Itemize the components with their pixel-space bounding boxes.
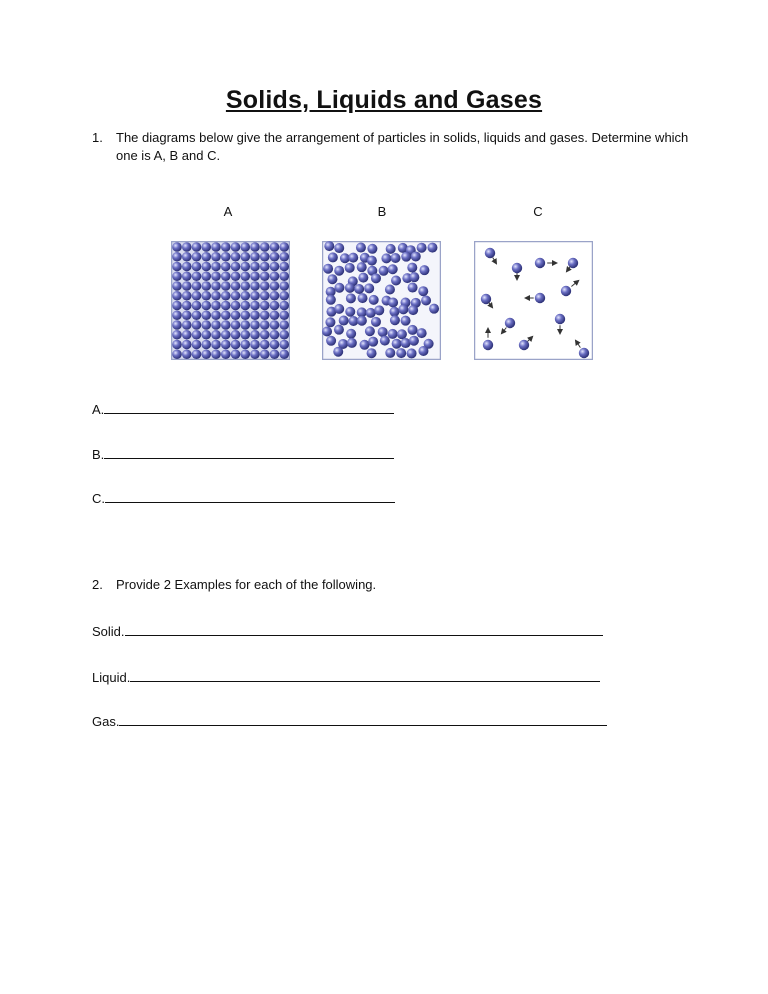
answer-c-prefix: C. [92, 491, 105, 506]
question-2 [92, 576, 692, 594]
particle [201, 301, 211, 311]
particle [409, 272, 419, 282]
particle [408, 305, 418, 315]
particle [182, 252, 192, 262]
particle [221, 291, 231, 301]
particle [192, 349, 202, 359]
particle [333, 347, 343, 357]
particle [396, 348, 406, 358]
particle [240, 330, 250, 340]
particle [260, 310, 270, 320]
particle [279, 291, 289, 301]
particle [172, 271, 182, 281]
particle [279, 310, 289, 320]
particle [172, 301, 182, 311]
particle [334, 283, 344, 293]
diagram-solid [171, 241, 290, 360]
particle [221, 262, 231, 272]
diagram-liquid-svg [322, 241, 441, 360]
particle [260, 301, 270, 311]
particle [172, 281, 182, 291]
particle [182, 310, 192, 320]
particle [401, 252, 411, 262]
answer-a-blank[interactable] [104, 400, 394, 414]
particle [367, 256, 377, 266]
diagram-solid-svg [171, 241, 290, 360]
particle [221, 252, 231, 262]
particle [211, 252, 221, 262]
particle [240, 349, 250, 359]
particle [270, 320, 280, 330]
particle [240, 301, 250, 311]
particle [561, 286, 571, 296]
particle [334, 266, 344, 276]
particle [379, 266, 389, 276]
particle [231, 242, 241, 252]
particle [339, 316, 349, 326]
particle [328, 252, 338, 262]
particle [555, 314, 565, 324]
particle [211, 242, 221, 252]
particle [250, 271, 260, 281]
diagram-label-b: B [377, 204, 387, 219]
particle [427, 243, 437, 253]
particle [279, 349, 289, 359]
particle [327, 274, 337, 284]
particle [279, 330, 289, 340]
particle [240, 271, 250, 281]
particle [371, 317, 381, 327]
particle [221, 320, 231, 330]
particle [279, 271, 289, 281]
particle [260, 291, 270, 301]
particle [374, 305, 384, 315]
particle [385, 348, 395, 358]
particle [201, 291, 211, 301]
particle [250, 242, 260, 252]
particle [192, 281, 202, 291]
answer-line-a [92, 400, 394, 417]
diagram-gas-svg [474, 241, 593, 360]
particle [388, 329, 398, 339]
particle [397, 329, 407, 339]
particle [250, 340, 260, 350]
particle [356, 243, 366, 253]
particle [345, 307, 355, 317]
particle [367, 244, 377, 254]
particle [364, 283, 374, 293]
particle [240, 281, 250, 291]
particle [371, 273, 381, 283]
particle [568, 258, 578, 268]
diagram-label-a: A [223, 204, 233, 219]
particle [221, 330, 231, 340]
particle [192, 320, 202, 330]
particle [182, 320, 192, 330]
particle [260, 330, 270, 340]
particle [231, 301, 241, 311]
particle [260, 349, 270, 359]
particle [201, 310, 211, 320]
particle [260, 262, 270, 272]
particle [398, 304, 408, 314]
particle [380, 336, 390, 346]
particle [334, 243, 344, 253]
particle [368, 337, 378, 347]
particle [367, 348, 377, 358]
particle [419, 265, 429, 275]
particle [409, 336, 419, 346]
particle [240, 262, 250, 272]
particle [250, 252, 260, 262]
particle [481, 294, 491, 304]
particle [360, 340, 370, 350]
particle [250, 310, 260, 320]
particle [192, 330, 202, 340]
particle [260, 252, 270, 262]
particle [221, 271, 231, 281]
particle [270, 281, 280, 291]
answer-line-gas [92, 712, 607, 729]
particle [260, 271, 270, 281]
particle [172, 262, 182, 272]
particle [429, 304, 439, 314]
particle [201, 262, 211, 272]
particle [240, 291, 250, 301]
particle [231, 320, 241, 330]
particle [201, 320, 211, 330]
particle [270, 291, 280, 301]
answer-line-liquid [92, 668, 600, 685]
particle [211, 310, 221, 320]
particle [231, 310, 241, 320]
answer-line-b [92, 445, 394, 462]
particle [378, 327, 388, 337]
particle [260, 340, 270, 350]
particle [346, 329, 356, 339]
particle [250, 320, 260, 330]
particle [358, 273, 368, 283]
answer-line-c [92, 489, 395, 506]
particle [192, 291, 202, 301]
particle [182, 340, 192, 350]
particle [221, 310, 231, 320]
particle [182, 301, 192, 311]
answer-liquid-prefix: Liquid. [92, 670, 131, 685]
particle [345, 263, 355, 273]
particle [270, 242, 280, 252]
particle [172, 330, 182, 340]
answer-gas-prefix: Gas. [92, 714, 120, 729]
particle [407, 263, 417, 273]
particle [172, 310, 182, 320]
particle [279, 262, 289, 272]
particle [231, 349, 241, 359]
particle [325, 317, 335, 327]
particle [391, 253, 401, 263]
particle [182, 262, 192, 272]
particle [369, 295, 379, 305]
particle [221, 242, 231, 252]
particle [172, 349, 182, 359]
diagram-label-c: C [533, 204, 543, 219]
particle [182, 271, 192, 281]
answer-line-solid [92, 622, 603, 639]
particle [192, 242, 202, 252]
particle [270, 340, 280, 350]
particle [182, 330, 192, 340]
particle [411, 251, 421, 261]
question-1 [92, 129, 692, 165]
particle [483, 340, 493, 350]
particle [270, 301, 280, 311]
particle [211, 291, 221, 301]
particle [505, 318, 515, 328]
particle [211, 281, 221, 291]
diagram-gas [474, 241, 593, 360]
particle [172, 242, 182, 252]
particle [270, 330, 280, 340]
particle [192, 310, 202, 320]
particle [211, 301, 221, 311]
particle [201, 349, 211, 359]
particle [270, 310, 280, 320]
answer-solid-blank[interactable] [125, 622, 603, 636]
particle [326, 336, 336, 346]
particle [345, 283, 355, 293]
particle [346, 293, 356, 303]
particle [401, 316, 411, 326]
particle [211, 340, 221, 350]
particle [326, 295, 336, 305]
particle [535, 293, 545, 303]
particle [201, 252, 211, 262]
particle [357, 316, 367, 326]
particle [192, 262, 202, 272]
particle [182, 291, 192, 301]
particle [354, 284, 364, 294]
particle [211, 349, 221, 359]
particle [579, 348, 589, 358]
particle [192, 252, 202, 262]
answer-gas-blank[interactable] [119, 712, 607, 726]
particle [201, 340, 211, 350]
particle [417, 328, 427, 338]
particle [358, 293, 368, 303]
particle [512, 263, 522, 273]
particle [182, 281, 192, 291]
answer-c-blank[interactable] [105, 489, 395, 503]
particle [211, 271, 221, 281]
particle [260, 281, 270, 291]
particle [270, 271, 280, 281]
particle [334, 304, 344, 314]
particle [391, 275, 401, 285]
particle [221, 281, 231, 291]
particle [348, 253, 358, 263]
particle [211, 320, 221, 330]
particle [240, 320, 250, 330]
particle [201, 271, 211, 281]
answer-a-prefix: A. [92, 402, 105, 417]
particle [231, 271, 241, 281]
particle [323, 264, 333, 274]
particle [250, 301, 260, 311]
question-1-text: The diagrams below give the arrangement of particles in solids, liquids and gases. Determine which one is A, B and C. [116, 130, 689, 163]
particle [231, 252, 241, 262]
particle [381, 253, 391, 263]
particle [408, 325, 418, 335]
particle [172, 320, 182, 330]
particle [279, 340, 289, 350]
particle [172, 340, 182, 350]
particle [279, 320, 289, 330]
particle [270, 262, 280, 272]
answer-b-blank[interactable] [104, 445, 394, 459]
particle [172, 252, 182, 262]
particle [231, 281, 241, 291]
particle [347, 338, 357, 348]
particle [201, 281, 211, 291]
particle [221, 349, 231, 359]
particle [279, 252, 289, 262]
particle [201, 242, 211, 252]
particle [211, 262, 221, 272]
particle [231, 340, 241, 350]
particle [408, 283, 418, 293]
particle [407, 348, 417, 358]
particle [322, 327, 332, 337]
page-title: Solids, Liquids and Gases [225, 86, 543, 114]
particle [421, 295, 431, 305]
particle [386, 244, 396, 254]
particle [221, 340, 231, 350]
particle [279, 281, 289, 291]
particle [388, 264, 398, 274]
particle [270, 349, 280, 359]
particle [270, 252, 280, 262]
particle [192, 340, 202, 350]
particle [250, 291, 260, 301]
particle [231, 262, 241, 272]
question-1-number: 1. [92, 130, 103, 145]
particle [250, 262, 260, 272]
particle [240, 310, 250, 320]
particle [357, 262, 367, 272]
particle [231, 291, 241, 301]
particle [260, 242, 270, 252]
particle [182, 349, 192, 359]
particle [192, 301, 202, 311]
particle [390, 315, 400, 325]
particle [240, 242, 250, 252]
particle [279, 301, 289, 311]
particle [250, 281, 260, 291]
answer-b-prefix: B. [92, 447, 105, 462]
particle [365, 326, 375, 336]
particle [240, 340, 250, 350]
answer-liquid-blank[interactable] [130, 668, 600, 682]
particle [192, 271, 202, 281]
particle [279, 242, 289, 252]
question-2-text: Provide 2 Examples for each of the following. [116, 577, 377, 592]
particle [211, 330, 221, 340]
particle [417, 243, 427, 253]
particle [182, 242, 192, 252]
answer-solid-prefix: Solid. [92, 624, 125, 639]
particle [250, 349, 260, 359]
particle [250, 330, 260, 340]
particle [324, 241, 334, 251]
particle [388, 297, 398, 307]
particle [240, 252, 250, 262]
particle [221, 301, 231, 311]
particle [535, 258, 545, 268]
particle [201, 330, 211, 340]
particle [334, 325, 344, 335]
particle [366, 308, 376, 318]
particle [418, 346, 428, 356]
particle [172, 291, 182, 301]
particle [385, 285, 395, 295]
particle [418, 286, 428, 296]
question-2-number: 2. [92, 577, 103, 592]
particle [260, 320, 270, 330]
particle [485, 248, 495, 258]
particle [392, 339, 402, 349]
particle [231, 330, 241, 340]
diagram-liquid [322, 241, 441, 360]
